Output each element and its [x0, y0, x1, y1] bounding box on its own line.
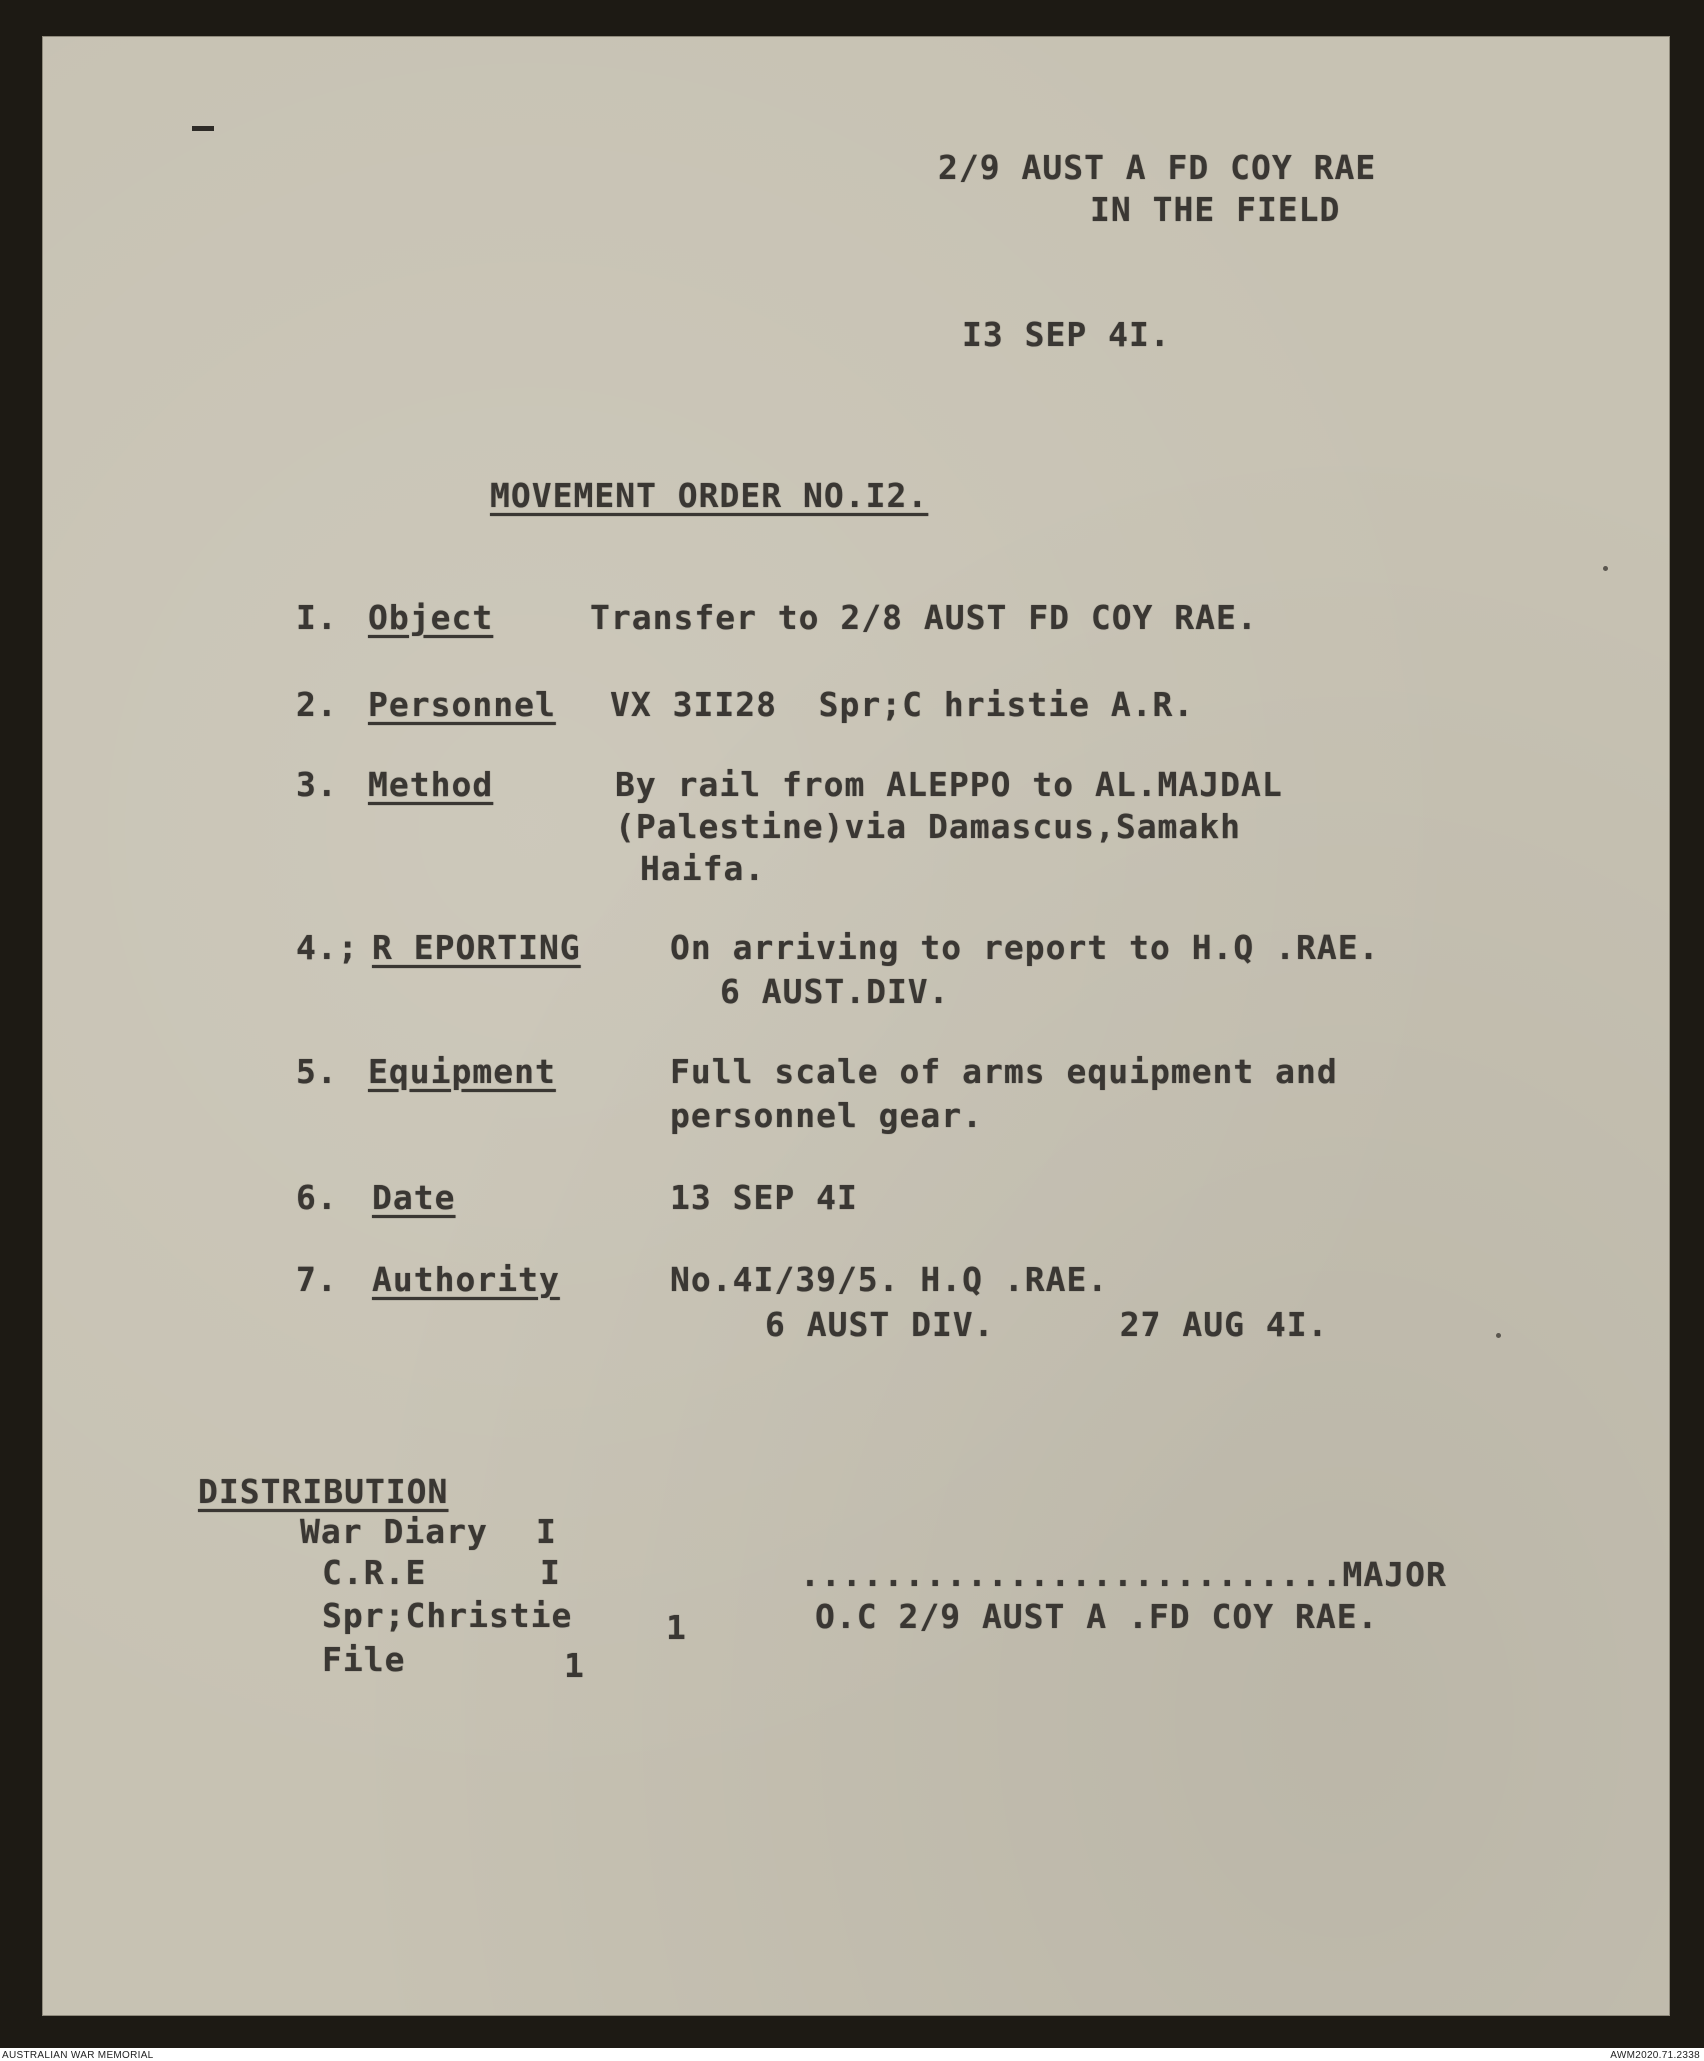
document-page	[42, 36, 1670, 2016]
item-value-date: 13 SEP 4I	[670, 1178, 858, 1217]
item-number: 3.	[296, 765, 338, 804]
item-value-equipment-line2: personnel gear.	[670, 1096, 984, 1135]
archive-credit: AUSTRALIAN WAR MEMORIAL	[2, 2050, 154, 2061]
item-label-personnel: Personnel	[368, 685, 556, 724]
distribution-entry-count: I	[540, 1553, 561, 1592]
document-title: MOVEMENT ORDER NO.I2.	[490, 476, 929, 515]
distribution-heading: DISTRIBUTION	[198, 1472, 449, 1511]
item-label-object: Object	[368, 598, 494, 637]
item-value-equipment-line1: Full scale of arms equipment and	[670, 1052, 1338, 1091]
ink-speck	[1496, 1333, 1501, 1338]
distribution-entry-name: C.R.E	[322, 1553, 427, 1592]
item-value-authority-line2: 6 AUST DIV. 27 AUG 4I.	[765, 1305, 1329, 1344]
item-value-object: Transfer to 2/8 AUST FD COY RAE.	[590, 598, 1258, 637]
archive-reference: AWM2020.71.2338	[1610, 2050, 1700, 2061]
signature-title: O.C 2/9 AUST A .FD COY RAE.	[815, 1597, 1379, 1636]
header-date: I3 SEP 4I.	[962, 315, 1171, 354]
item-label-date: Date	[372, 1178, 456, 1217]
distribution-entry-count: 1	[666, 1608, 687, 1647]
item-label-reporting: R EPORTING	[372, 928, 581, 967]
item-value-method-line2: (Palestine)via Damascus,Samakh	[615, 807, 1242, 846]
item-value-method-line3: Haifa.	[640, 849, 766, 888]
distribution-entry-name: File	[322, 1640, 406, 1679]
distribution-entry-name: War Diary	[300, 1512, 488, 1551]
item-number: 5.	[296, 1052, 338, 1091]
signature-line: ..........................MAJOR	[800, 1555, 1447, 1594]
item-number: 2.	[296, 685, 338, 724]
ink-speck	[1603, 566, 1608, 571]
item-value-reporting-line1: On arriving to report to H.Q .RAE.	[670, 928, 1380, 967]
item-value-personnel: VX 3II28 Spr;C hristie A.R.	[610, 685, 1195, 724]
item-value-method-line1: By rail from ALEPPO to AL.MAJDAL	[615, 765, 1283, 804]
item-number: I.	[296, 598, 338, 637]
item-value-authority-line1: No.4I/39/5. H.Q .RAE.	[670, 1260, 1109, 1299]
item-label-method: Method	[368, 765, 494, 804]
item-number: 7.	[296, 1260, 338, 1299]
distribution-entry-count: 1	[564, 1646, 585, 1685]
unit-heading: 2/9 AUST A FD COY RAE	[938, 148, 1377, 187]
distribution-entry-name: Spr;Christie	[322, 1596, 573, 1635]
item-number: 6.	[296, 1178, 338, 1217]
item-label-authority: Authority	[372, 1260, 560, 1299]
distribution-entry-count: I	[536, 1512, 557, 1551]
item-value-reporting-line2: 6 AUST.DIV.	[720, 972, 950, 1011]
item-label-equipment: Equipment	[368, 1052, 556, 1091]
ink-mark	[192, 126, 214, 131]
item-number: 4.;	[296, 928, 359, 967]
location-heading: IN THE FIELD	[1090, 190, 1341, 229]
